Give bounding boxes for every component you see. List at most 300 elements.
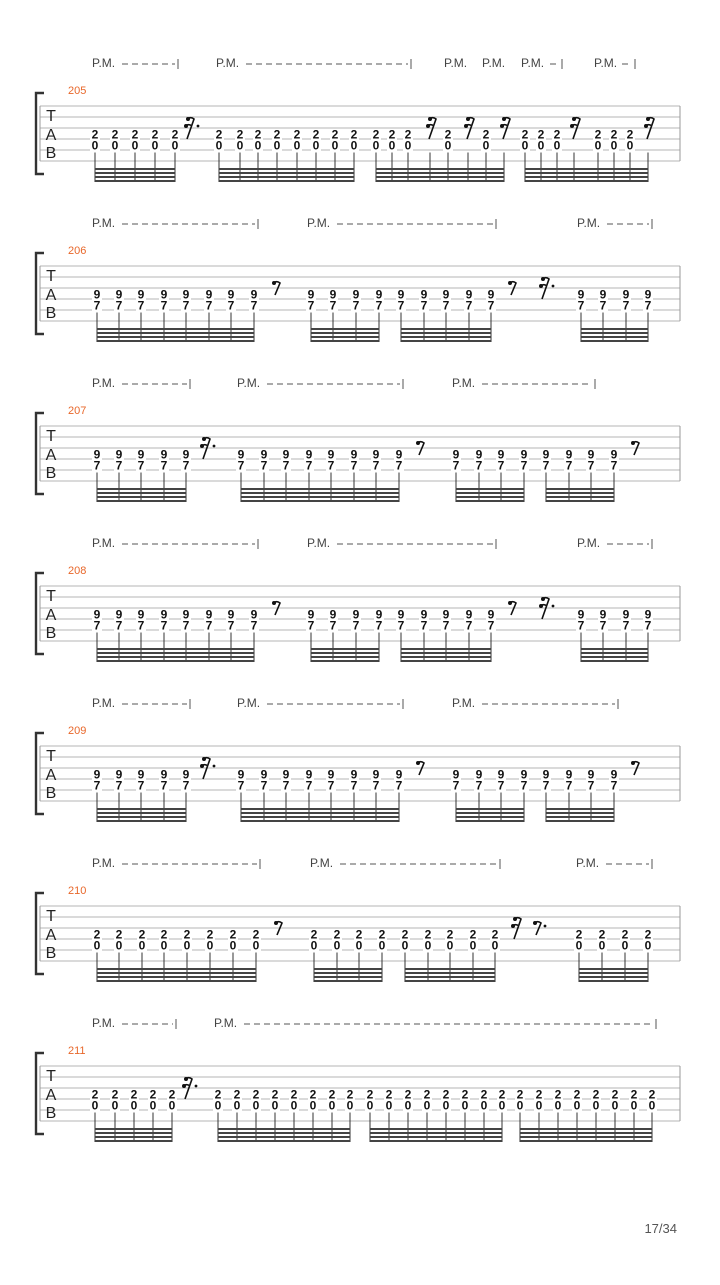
rest-flag-dot — [541, 597, 545, 601]
fret-number: 0 — [516, 1098, 524, 1113]
beam — [97, 660, 254, 662]
beam-group — [90, 128, 180, 183]
fret-number: 9 — [587, 767, 595, 782]
fret-number: 2 — [138, 927, 146, 942]
fret-number: 0 — [229, 938, 237, 953]
beam — [97, 332, 254, 334]
fret-number: 7 — [160, 778, 168, 793]
rest-flag-dot — [539, 604, 543, 608]
fret-number: 7 — [622, 618, 630, 633]
beam-group — [214, 128, 359, 183]
beam — [218, 1132, 350, 1134]
fret-number: 2 — [594, 127, 602, 142]
fret-number: 7 — [610, 458, 618, 473]
beam — [525, 168, 648, 170]
fret-number: 0 — [480, 1098, 488, 1113]
fret-number: 7 — [237, 778, 245, 793]
fret-number: 7 — [350, 458, 358, 473]
fret-number: 0 — [252, 938, 260, 953]
fret-number: 9 — [542, 767, 550, 782]
fret-number: 0 — [271, 1098, 279, 1113]
fret-number: 9 — [644, 607, 652, 622]
beam — [241, 492, 399, 494]
fret-number: 9 — [137, 607, 145, 622]
beam — [311, 332, 379, 334]
fret-number: 7 — [282, 458, 290, 473]
fret-number: 2 — [498, 1087, 506, 1102]
rest-flag-dot — [508, 601, 512, 605]
beam — [401, 340, 491, 342]
beam-group — [236, 448, 404, 503]
rest-dot — [544, 925, 547, 928]
tab-clef-a: A — [45, 447, 57, 464]
page-number: 17/34 — [644, 1221, 677, 1236]
fret-number: 2 — [626, 127, 634, 142]
palm-mute-label: P.M. — [594, 56, 618, 70]
beam — [97, 340, 254, 342]
beam — [95, 1140, 172, 1142]
beam — [97, 980, 256, 982]
measure-number: 207 — [68, 405, 87, 417]
beam — [581, 652, 648, 654]
fret-number: 7 — [397, 298, 405, 313]
rest-flag-dot — [464, 124, 468, 128]
beam-group — [574, 928, 653, 983]
fret-number: 9 — [329, 287, 337, 302]
beam — [370, 1136, 502, 1138]
fret-number: 0 — [91, 138, 99, 153]
rest-flag-dot — [186, 117, 190, 121]
fret-number: 9 — [205, 287, 213, 302]
fret-number: 0 — [424, 938, 432, 953]
fret-number: 7 — [115, 778, 123, 793]
beam-group — [365, 1088, 507, 1143]
beam-group — [92, 928, 261, 983]
beam — [219, 172, 354, 174]
fret-number: 0 — [573, 1098, 581, 1113]
beam — [525, 172, 648, 174]
fret-number: 9 — [352, 287, 360, 302]
fret-number: 9 — [115, 287, 123, 302]
fret-number: 2 — [648, 1087, 656, 1102]
beam — [97, 492, 186, 494]
beam-group — [451, 768, 529, 823]
palm-mute-label: P.M. — [214, 1016, 238, 1030]
tab-clef-a: A — [45, 767, 57, 784]
fret-number: 7 — [137, 618, 145, 633]
fret-number: 0 — [355, 938, 363, 953]
rest-flag-dot — [572, 117, 576, 121]
fret-number: 7 — [587, 778, 595, 793]
fret-number: 0 — [309, 1098, 317, 1113]
rest-dot — [213, 765, 216, 768]
fret-number: 0 — [333, 938, 341, 953]
fret-number: 0 — [236, 138, 244, 153]
fret-number: 2 — [115, 927, 123, 942]
beam — [97, 812, 186, 814]
fret-number: 7 — [329, 298, 337, 313]
fret-number: 9 — [397, 287, 405, 302]
beam-group — [92, 448, 191, 503]
beam-group — [92, 608, 259, 663]
fret-number: 9 — [565, 767, 573, 782]
rest-flag-dot — [513, 917, 517, 921]
fret-number: 7 — [475, 778, 483, 793]
fret-number: 9 — [644, 287, 652, 302]
fret-number: 2 — [111, 1087, 119, 1102]
fret-number: 9 — [520, 767, 528, 782]
fret-number: 0 — [648, 1098, 656, 1113]
fret-number: 7 — [420, 618, 428, 633]
fret-number: 0 — [626, 138, 634, 153]
fret-number: 7 — [182, 458, 190, 473]
beam — [311, 652, 379, 654]
fret-number: 7 — [282, 778, 290, 793]
fret-number: 2 — [328, 1087, 336, 1102]
rest-flag-dot — [533, 921, 537, 925]
palm-mute-label: P.M. — [307, 216, 331, 230]
rest-flag-dot — [426, 124, 430, 128]
fret-number: 7 — [250, 298, 258, 313]
fret-number: 9 — [93, 767, 101, 782]
beam — [219, 176, 354, 178]
fret-number: 9 — [487, 607, 495, 622]
fret-number: 2 — [575, 927, 583, 942]
beam — [581, 656, 648, 658]
beam-group — [236, 768, 404, 823]
rest-flag-dot — [202, 437, 206, 441]
beam — [97, 652, 254, 654]
beam — [97, 968, 256, 970]
fret-number: 9 — [487, 287, 495, 302]
fret-number: 0 — [521, 138, 529, 153]
beam — [546, 820, 614, 822]
rest-flag-dot — [631, 441, 635, 445]
palm-mute-label: P.M. — [521, 56, 545, 70]
beam — [241, 812, 399, 814]
fret-number: 7 — [565, 458, 573, 473]
beam-group — [576, 288, 653, 343]
fret-number: 0 — [254, 138, 262, 153]
fret-number: 0 — [461, 1098, 469, 1113]
beam-group — [541, 768, 619, 823]
fret-number: 0 — [537, 138, 545, 153]
fret-number: 9 — [237, 767, 245, 782]
rest-flag-dot — [539, 284, 543, 288]
fret-number: 7 — [487, 298, 495, 313]
fret-number: 9 — [465, 287, 473, 302]
palm-mute-label: P.M. — [444, 56, 468, 70]
rest-flag-dot — [646, 117, 650, 121]
fret-number: 2 — [271, 1087, 279, 1102]
fret-number: 0 — [385, 1098, 393, 1113]
fret-number: 0 — [378, 938, 386, 953]
fret-number: 7 — [327, 458, 335, 473]
tab-clef-b: B — [45, 145, 57, 162]
beam — [95, 176, 175, 178]
fret-number: 9 — [397, 607, 405, 622]
beam — [520, 1140, 652, 1142]
fret-number: 7 — [115, 298, 123, 313]
fret-number: 0 — [206, 938, 214, 953]
rest-flag-dot — [416, 761, 420, 765]
palm-mute-label: P.M. — [577, 216, 601, 230]
fret-number: 9 — [577, 607, 585, 622]
fret-number: 7 — [93, 618, 101, 633]
beam — [218, 1128, 350, 1130]
beam — [314, 976, 382, 978]
fret-number: 2 — [404, 127, 412, 142]
fret-number: 2 — [309, 1087, 317, 1102]
fret-number: 7 — [599, 298, 607, 313]
fret-number: 0 — [310, 938, 318, 953]
rest-flag-dot — [466, 117, 470, 121]
fret-number: 7 — [372, 778, 380, 793]
fret-number: 7 — [644, 618, 652, 633]
fret-number: 2 — [537, 127, 545, 142]
fret-number: 0 — [630, 1098, 638, 1113]
palm-mute-label: P.M. — [92, 696, 116, 710]
fret-number: 9 — [565, 447, 573, 462]
tab-system-210 — [36, 856, 680, 982]
tab-clef-b: B — [45, 305, 57, 322]
beam — [579, 976, 648, 978]
beam — [405, 980, 495, 982]
tab-clef-b: B — [45, 625, 57, 642]
beam — [546, 812, 614, 814]
beam — [97, 972, 256, 974]
fret-number: 2 — [312, 127, 320, 142]
beam — [219, 180, 354, 182]
tab-clef-t: T — [46, 108, 56, 125]
fret-number: 9 — [520, 447, 528, 462]
fret-number: 0 — [346, 1098, 354, 1113]
fret-number: 9 — [372, 447, 380, 462]
fret-number: 9 — [475, 447, 483, 462]
fret-number: 9 — [622, 287, 630, 302]
fret-number: 7 — [452, 778, 460, 793]
tab-clef-t: T — [46, 588, 56, 605]
palm-mute-label: P.M. — [452, 376, 476, 390]
fret-number: 0 — [312, 138, 320, 153]
rest-flag-dot — [274, 921, 278, 925]
tab-clef-t: T — [46, 908, 56, 925]
measure-number: 208 — [68, 565, 87, 577]
fret-number: 2 — [598, 927, 606, 942]
fret-number: 2 — [644, 927, 652, 942]
fret-number: 9 — [250, 607, 258, 622]
fret-number: 7 — [327, 778, 335, 793]
fret-number: 7 — [305, 458, 313, 473]
measure-number: 206 — [68, 245, 87, 257]
fret-number: 7 — [137, 298, 145, 313]
fret-number: 0 — [404, 1098, 412, 1113]
fret-number: 7 — [93, 298, 101, 313]
fret-number: 0 — [328, 1098, 336, 1113]
fret-number: 7 — [644, 298, 652, 313]
fret-number: 0 — [93, 938, 101, 953]
fret-number: 0 — [575, 938, 583, 953]
fret-number: 7 — [465, 618, 473, 633]
fret-number: 7 — [93, 778, 101, 793]
palm-mute-label: P.M. — [92, 856, 116, 870]
rest-flag-dot — [272, 601, 276, 605]
fret-number: 7 — [497, 458, 505, 473]
beam — [376, 172, 504, 174]
fret-number: 7 — [115, 458, 123, 473]
rest-flag-dot — [428, 117, 432, 121]
beam — [219, 168, 354, 170]
fret-number: 0 — [183, 938, 191, 953]
fret-number: 2 — [183, 927, 191, 942]
fret-number: 9 — [475, 767, 483, 782]
fret-number: 0 — [535, 1098, 543, 1113]
rest-dot — [197, 125, 200, 128]
fret-number: 9 — [395, 767, 403, 782]
fret-number: 0 — [592, 1098, 600, 1113]
fret-number: 7 — [452, 458, 460, 473]
fret-number: 7 — [305, 778, 313, 793]
tab-system-211 — [36, 1016, 680, 1142]
fret-number: 7 — [375, 618, 383, 633]
beam — [97, 488, 186, 490]
fret-number: 9 — [329, 607, 337, 622]
tab-system-206 — [36, 216, 680, 342]
beam — [546, 488, 614, 490]
tab-clef-a: A — [45, 927, 57, 944]
fret-number: 9 — [395, 447, 403, 462]
palm-mute-label: P.M. — [310, 856, 334, 870]
rest-flag-dot — [508, 281, 512, 285]
fret-number: 2 — [491, 927, 499, 942]
palm-mute-label: P.M. — [307, 536, 331, 550]
fret-number: 0 — [491, 938, 499, 953]
fret-number: 2 — [554, 1087, 562, 1102]
beam — [376, 168, 504, 170]
fret-number: 7 — [237, 458, 245, 473]
fret-number: 2 — [404, 1087, 412, 1102]
fret-number: 2 — [252, 927, 260, 942]
fret-number: 2 — [333, 927, 341, 942]
fret-number: 0 — [598, 938, 606, 953]
fret-number: 9 — [327, 447, 335, 462]
fret-number: 7 — [260, 778, 268, 793]
beam — [405, 976, 495, 978]
measure-number: 209 — [68, 725, 87, 737]
beam — [401, 328, 491, 330]
beam-group — [309, 928, 387, 983]
rest-flag-dot — [202, 757, 206, 761]
beam — [241, 816, 399, 818]
fret-number: 2 — [293, 127, 301, 142]
fret-number: 7 — [497, 778, 505, 793]
fret-number: 2 — [149, 1087, 157, 1102]
fret-number: 9 — [160, 607, 168, 622]
beam — [314, 968, 382, 970]
beam-group — [92, 768, 191, 823]
fret-number: 7 — [487, 618, 495, 633]
fret-number: 0 — [444, 138, 452, 153]
fret-number: 0 — [644, 938, 652, 953]
fret-number: 2 — [310, 927, 318, 942]
fret-number: 7 — [115, 618, 123, 633]
fret-number: 2 — [229, 927, 237, 942]
beam — [581, 328, 648, 330]
fret-number: 0 — [111, 138, 119, 153]
fret-number: 7 — [599, 618, 607, 633]
beam-group — [576, 608, 653, 663]
fret-number: 9 — [622, 607, 630, 622]
beam — [97, 500, 186, 502]
fret-number: 2 — [252, 1087, 260, 1102]
beam — [95, 168, 175, 170]
fret-number: 7 — [205, 298, 213, 313]
fret-number: 9 — [452, 767, 460, 782]
fret-number: 7 — [622, 298, 630, 313]
fret-number: 9 — [115, 447, 123, 462]
fret-number: 9 — [182, 607, 190, 622]
fret-number: 7 — [182, 298, 190, 313]
beam-group — [396, 608, 496, 663]
beam — [370, 1132, 502, 1134]
fret-number: 0 — [372, 138, 380, 153]
fret-number: 7 — [577, 618, 585, 633]
fret-number: 7 — [442, 298, 450, 313]
beam-group — [515, 1088, 657, 1143]
fret-number: 9 — [182, 767, 190, 782]
fret-number: 2 — [401, 927, 409, 942]
fret-number: 0 — [215, 138, 223, 153]
fret-number: 7 — [542, 458, 550, 473]
fret-number: 0 — [160, 938, 168, 953]
fret-number: 9 — [205, 607, 213, 622]
fret-number: 7 — [587, 458, 595, 473]
beam — [97, 816, 186, 818]
fret-number: 9 — [452, 447, 460, 462]
tab-clef-a: A — [45, 607, 57, 624]
fret-number: 2 — [423, 1087, 431, 1102]
fret-number: 0 — [115, 938, 123, 953]
fret-number: 0 — [130, 1098, 138, 1113]
beam — [520, 1136, 652, 1138]
beam-group — [396, 288, 496, 343]
fret-number: 0 — [252, 1098, 260, 1113]
beam — [525, 180, 648, 182]
beam — [218, 1136, 350, 1138]
rest-flag-dot — [570, 124, 574, 128]
beam — [311, 340, 379, 342]
beam — [376, 180, 504, 182]
tab-clef-b: B — [45, 785, 57, 802]
fret-number: 9 — [610, 447, 618, 462]
tab-clef-t: T — [46, 1068, 56, 1085]
fret-number: 7 — [227, 298, 235, 313]
beam — [401, 652, 491, 654]
beam-group — [213, 1088, 355, 1143]
beam — [241, 488, 399, 490]
beam — [520, 1128, 652, 1130]
fret-number: 7 — [397, 618, 405, 633]
beam — [401, 332, 491, 334]
fret-number: 2 — [482, 127, 490, 142]
measure-number: 210 — [68, 885, 87, 897]
fret-number: 7 — [93, 458, 101, 473]
fret-number: 9 — [160, 447, 168, 462]
fret-number: 2 — [111, 127, 119, 142]
fret-number: 9 — [160, 767, 168, 782]
fret-number: 2 — [91, 1087, 99, 1102]
fret-number: 2 — [93, 927, 101, 942]
